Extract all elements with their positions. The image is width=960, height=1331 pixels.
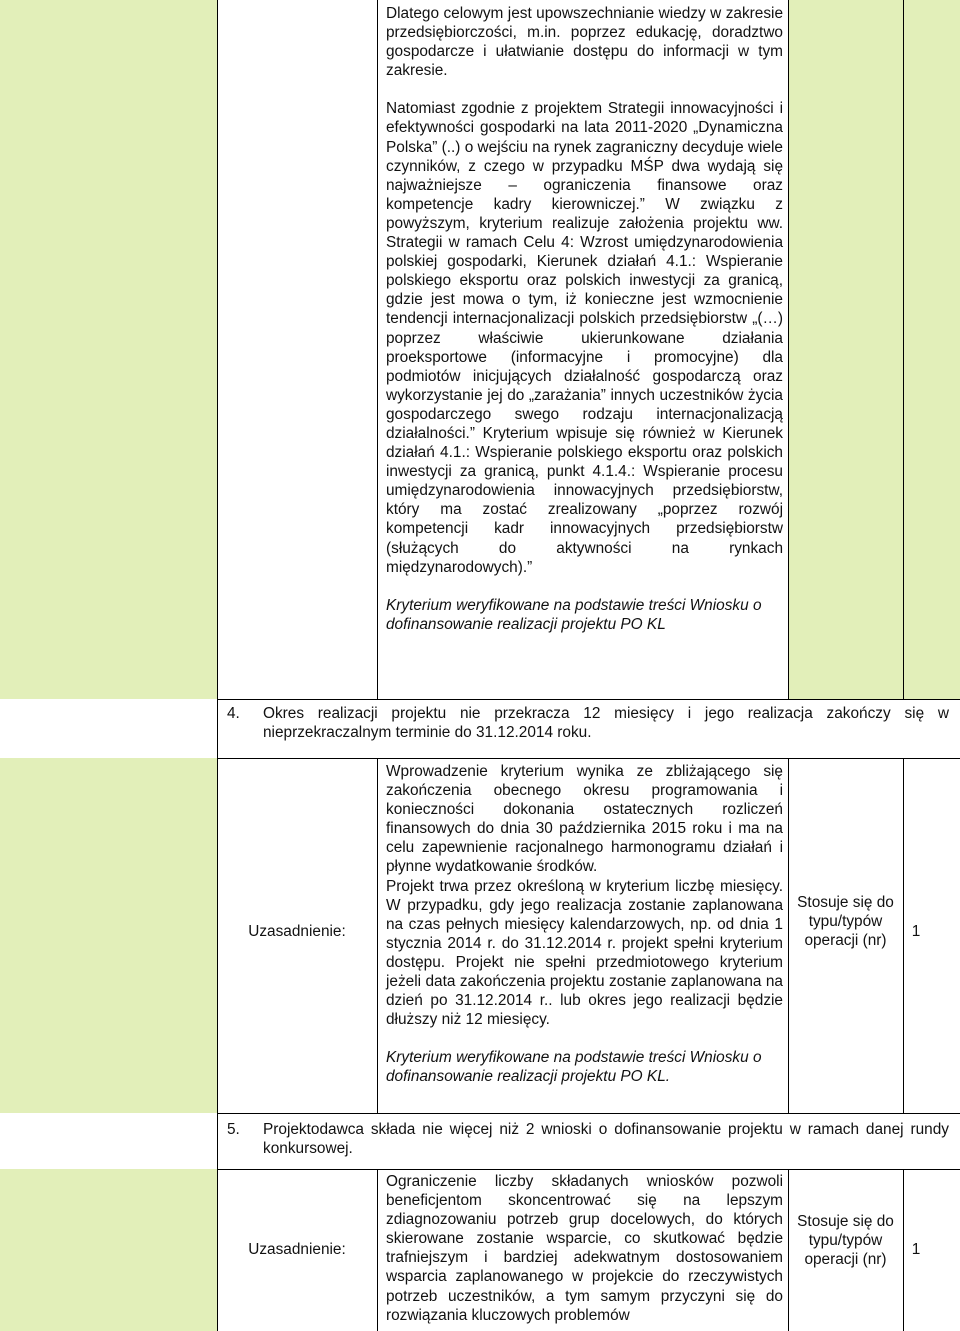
table-border-col2-4 <box>788 758 789 1113</box>
justification-paragraph: Wprowadzenie kryterium wynika ze zbliżającego się zakończenia obecnego okresu programowania i konieczności dokonania ostatecznych rozliczeń finansowych do dnia 30 października 2015 roku i ma na celu zapewnienie racjonalnego harmonogramu działań i płynne wydatkowanie środków. <box>386 763 783 876</box>
justification-label: Uzasadnienie: <box>248 923 346 940</box>
section3-paragraph: Natomiast zgodnie z projektem Strategii innowacyjności i efektywności gospodarki na lata 2011-2020 „Dynamiczna Polska” (..) o wejściu na rynek zagraniczny decyduje wiele czynników, z czego w przypadku MŚP dwa wydają się najważniejsze – ograniczenia finansowe oraz kompetencje kadry kierowniczej.” W związku z powyższym, kryterium realizuje założenia projektu ww. Strategii w ramach Celu 4: Wzrost umiędzynarodowienia polskiej gospodarki, Kierunek działań 4.1.: Wspieranie polskiego eksportu oraz polskich inwestycji za granicą, gdzie jest mowa o tym, iż konieczne jest wzmocnienie tendencji internacjonalizacji polskich przedsiębiorstw „(…) poprzez właściwie ukierunkowane działania proeksportowe (informacyjne i promocyjne) dla podmiotów inicjujących działalność gospodarczą oraz wykorzystanie jej do „zarażania” innych uczestników życia gospodarczego swego rodzaju internacjonalizacją działalności.” Kryterium wpisuje się również w Kierunek działań 4.1.: Wspieranie polskiego eksportu oraz polskich inwestycji za granicą, punkt 4.1.4.: Wspieranie procesu umiędzynarodowienia innowacyjnych przedsiębiorstw, który ma zostać zrealizowany „poprzez rozwój kompetencji kadr innowacyjnych przedsiębiorstw (służących do aktywności na rynkach międzynarodowych).” <box>386 100 783 576</box>
table-border-col2-top <box>788 0 789 699</box>
paragraph-spacer <box>386 1029 783 1048</box>
criterion5-justification <box>386 1172 783 1331</box>
applies-to-operation-types: Stosuje się do typu/typów operacji (nr) <box>797 894 894 949</box>
justification-label: Uzasadnienie: <box>248 1241 346 1258</box>
paragraph-spacer <box>386 80 783 99</box>
section3-verification-note: Kryterium weryfikowane na podstawie treści Wniosku o dofinansowanie realizacji projektu PO KL <box>386 596 762 633</box>
criterion-number: 5. <box>227 1121 240 1138</box>
applies-to-operation-types: Stosuje się do typu/typów operacji (nr) <box>797 1213 894 1268</box>
left-column-shade-top <box>0 0 217 699</box>
criterion4-verification-note: Kryterium weryfikowane na podstawie treści Wniosku o dofinansowanie realizacji projektu PO KL. <box>386 1049 762 1086</box>
criterion-number: 4. <box>227 705 240 722</box>
table-border-left-top <box>217 0 218 699</box>
table-border-col1-top <box>377 0 378 699</box>
table-rule-4 <box>217 1169 960 1170</box>
table-rule-3 <box>217 1113 960 1114</box>
paragraph-spacer <box>386 577 783 596</box>
operation-type-number: 1 <box>911 1241 921 1258</box>
justification-paragraph: Projekt trwa przez określoną w kryterium liczbę miesięcy. W przypadku, gdy jego realizacja zostanie zaplanowana na czas pełnych miesięcy kalendarzowych, np. od dnia 1 stycznia 2014 r. do 31.12.2014 r. projekt spełni kryterium dostępu. Projekt nie spełni przedmiotowego kryterium jeżeli data zakończenia projektu zostanie zaplanowana na dzień po 31.12.2014 r.. lub okres jego realizacji będzie dłuższy niż 12 miesięcy. <box>386 877 783 1029</box>
table-border-col1-4 <box>377 758 378 1113</box>
table-rule-1 <box>217 699 960 700</box>
justification-paragraph: Ograniczenie liczby składanych wniosków pozwoli beneficjentom skoncentrować się na lepszym zdiagnozowaniu potrzeb grup docelowych, do których skierowane zostanie wsparcie, co skutkować będzie trafniejszym i bardziej adekwatnym dostosowaniem wsparcia zaplanowanego w projekcie do rzeczywistych potrzeb uczestników, a tym samym przyczyni się do rozwiązania kluczowych problemów <box>386 1173 783 1324</box>
section3-justification <box>386 4 783 634</box>
table-border-left-5 <box>217 1113 218 1169</box>
criterion-text: Projektodawca składa nie więcej niż 2 wnioski o dofinansowanie projektu w ramach danej rundy konkursowej. <box>263 1121 949 1157</box>
operation-type-number: 1 <box>911 923 921 940</box>
criterion-text: Okres realizacji projektu nie przekracza 12 miesięcy i jego realizacja zakończy się w nieprzekraczalnym terminie do 31.12.2014 roku. <box>263 705 949 741</box>
section3-paragraph: Dlatego celowym jest upowszechnianie wiedzy w zakresie przedsiębiorczości, m.in. poprzez edukację, doradztwo gospodarcze i ułatwianie dostępu do informacji w tym zakresie. <box>386 5 783 80</box>
table-border-col3-top <box>903 0 904 699</box>
table-border-col1-5 <box>377 1169 378 1331</box>
left-column-shade-5 <box>0 1169 217 1331</box>
criterion4-justification <box>386 762 783 1087</box>
table-border-left-4 <box>217 699 218 758</box>
right-columns-shade-top <box>788 0 960 699</box>
table-border-col2-5 <box>788 1169 789 1331</box>
table-rule-2 <box>217 758 960 759</box>
left-column-shade-4 <box>0 758 217 1113</box>
